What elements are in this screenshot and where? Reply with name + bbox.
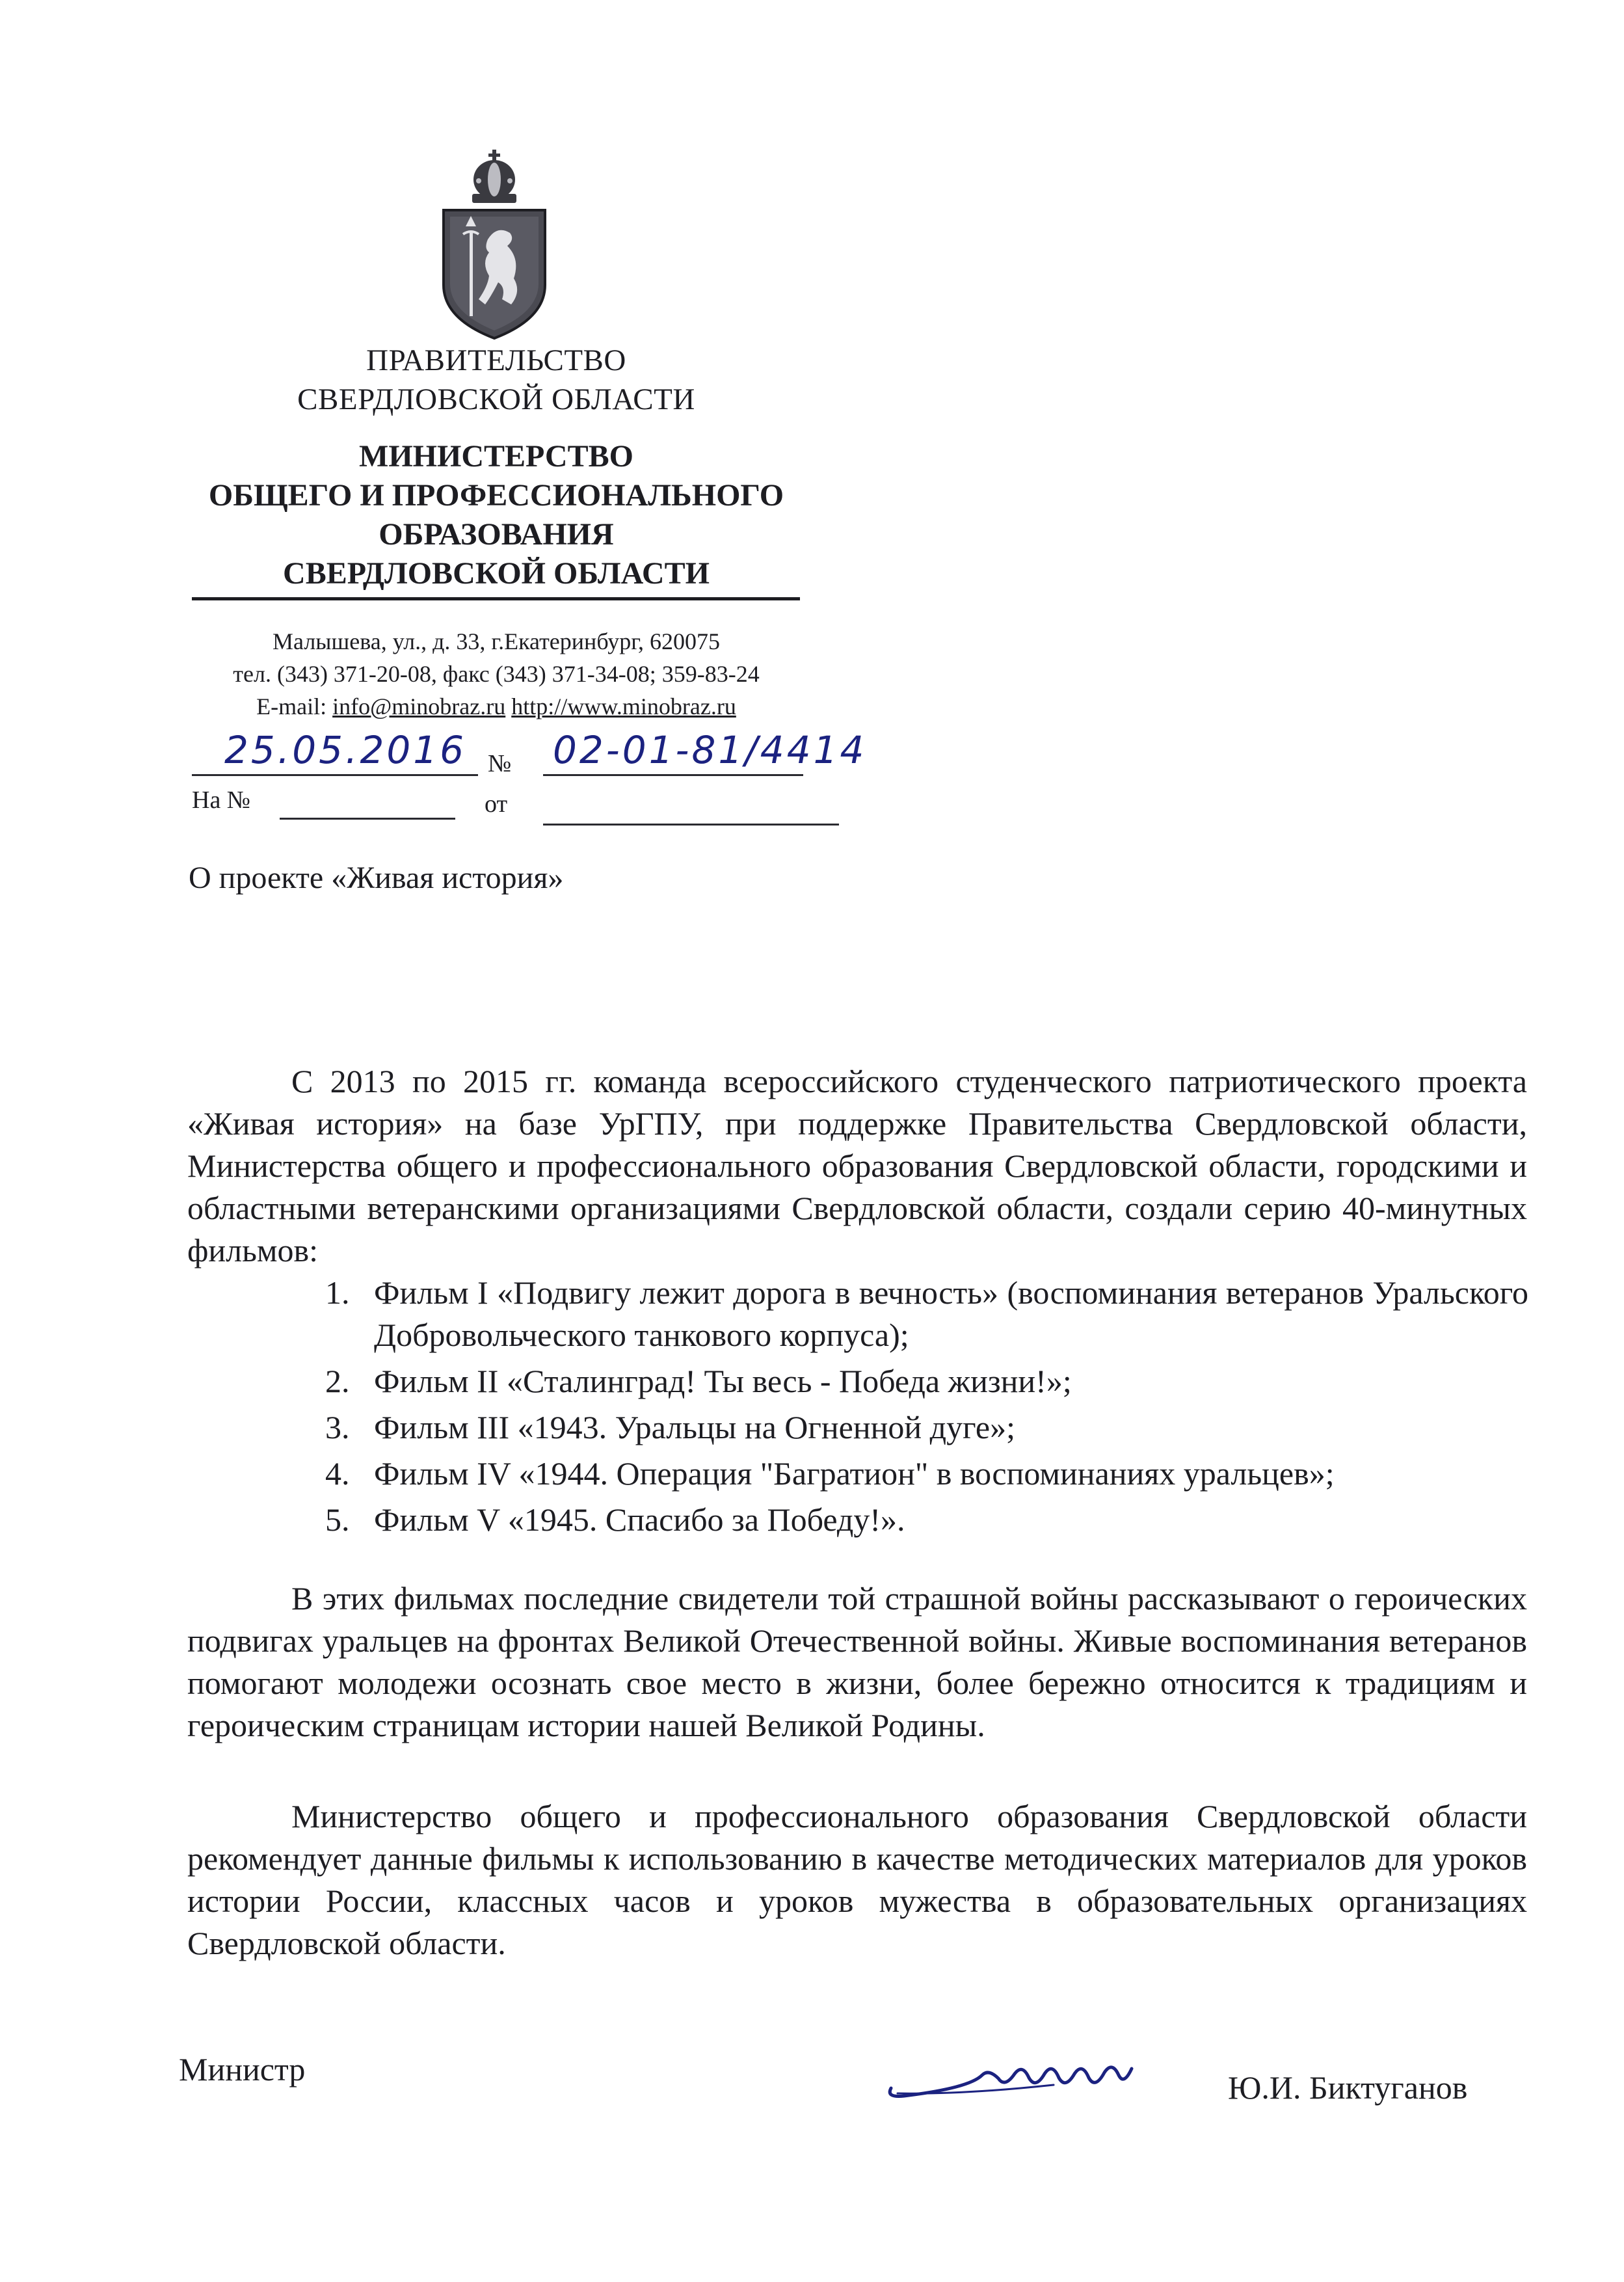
signatory-role: Министр xyxy=(179,2051,306,2087)
number-underline xyxy=(543,774,803,776)
ministry-name-line-4: СВЕРДЛОВСКОЙ ОБЛАСТИ xyxy=(283,556,710,591)
list-item-text: Фильм V «1945. Спасибо за Победу!». xyxy=(374,1501,905,1538)
list-item-number: 5. xyxy=(325,1501,350,1538)
list-item xyxy=(325,1360,1528,1403)
ministry-name-line-1: МИНИСТЕРСТВО xyxy=(359,439,633,474)
list-item xyxy=(325,1499,1528,1541)
list-item-number: 4. xyxy=(325,1455,350,1492)
website-link[interactable]: http://www.minobraz.ru xyxy=(511,693,736,719)
letterhead-divider xyxy=(192,597,800,600)
list-item-text: Фильм III «1943. Уральцы на Огненной дуге»; xyxy=(374,1409,1016,1445)
reply-date-underline xyxy=(543,824,839,826)
list-item-text: Фильм I «Подвигу лежит дорога в вечность» (воспоминания ветеранов Уральского Добровольческого танкового корпуса); xyxy=(374,1274,1528,1353)
recommendation-paragraph xyxy=(187,1795,1527,1965)
email-link[interactable]: info@minobraz.ru xyxy=(332,693,506,719)
intro-text: С 2013 по 2015 гг. команда всероссийского студенческого патриотического проекта «Живая история» на базе УрГПУ, при поддержке Правительства Свердловской области, Министерства общего и профессионального образования Свердловской области, городскими и областными ветеранскими организациями Свердловской области, создали серию 40-минутных фильмов: xyxy=(187,1063,1527,1269)
ministry-address: Малышева, ул., д. 33, г.Екатеринбург, 620075 xyxy=(273,628,720,654)
films-description-paragraph xyxy=(187,1577,1527,1747)
reply-from-label: от xyxy=(485,790,508,818)
ministry-contacts xyxy=(139,691,854,722)
list-item-number: 3. xyxy=(325,1409,350,1445)
email-label: E-mail: xyxy=(256,693,327,719)
government-name-line-1: ПРАВИТЕЛЬСТВО xyxy=(366,343,626,377)
list-item-number: 1. xyxy=(325,1274,350,1311)
reply-number-underline xyxy=(280,818,455,820)
list-item xyxy=(325,1272,1528,1356)
list-item xyxy=(325,1453,1528,1495)
government-name-line-2: СВЕРДЛОВСКОЙ ОБЛАСТИ xyxy=(297,383,695,416)
signatory-name: Ю.И. Биктуганов xyxy=(1228,2069,1468,2106)
recommendation-text: Министерство общего и профессионального образования Свердловской области рекомендует данные фильмы к использованию в качестве методических материалов для уроков истории России, классных часов и уроков мужества в образовательных организациях Свердловской области. xyxy=(187,1798,1527,1961)
letter-subject: О проекте «Живая история» xyxy=(189,861,564,895)
ministry-phones: тел. (343) 371-20-08, факс (343) 371-34-08; 359-83-24 xyxy=(233,661,760,687)
reply-to-number-label: На № xyxy=(192,786,251,814)
date-underline xyxy=(192,774,478,776)
film-list xyxy=(325,1272,1528,1545)
ministry-name-line-3: ОБРАЗОВАНИЯ xyxy=(379,517,614,552)
films-description-text: В этих фильмах последние свидетели той страшной войны рассказывают о героических подвигах уральцев на фронтах Великой Отечественной войны. Живые воспоминания ветеранов помогают молодежи осознать свое место в жизни, более бережно относится к традициям и героическим страницам истории нашей Великой Родины. xyxy=(187,1580,1527,1743)
list-item xyxy=(325,1406,1528,1449)
ministry-name-line-2: ОБЩЕГО И ПРОФЕССИОНАЛЬНОГО xyxy=(208,478,784,513)
coat-of-arms-icon xyxy=(429,148,559,343)
intro-paragraph xyxy=(187,1060,1527,1272)
list-item-number: 2. xyxy=(325,1363,350,1399)
list-item-text: Фильм IV «1944. Операция "Багратион" в воспоминаниях уральцев»; xyxy=(374,1455,1335,1492)
number-sign: № xyxy=(488,750,512,777)
handwritten-signature xyxy=(885,2049,1158,2108)
outgoing-date: 25.05.2016 xyxy=(224,728,467,772)
list-item-text: Фильм II «Сталинград! Ты весь - Победа жизни!»; xyxy=(374,1363,1072,1399)
outgoing-number: 02-01-81/4414 xyxy=(553,728,867,772)
